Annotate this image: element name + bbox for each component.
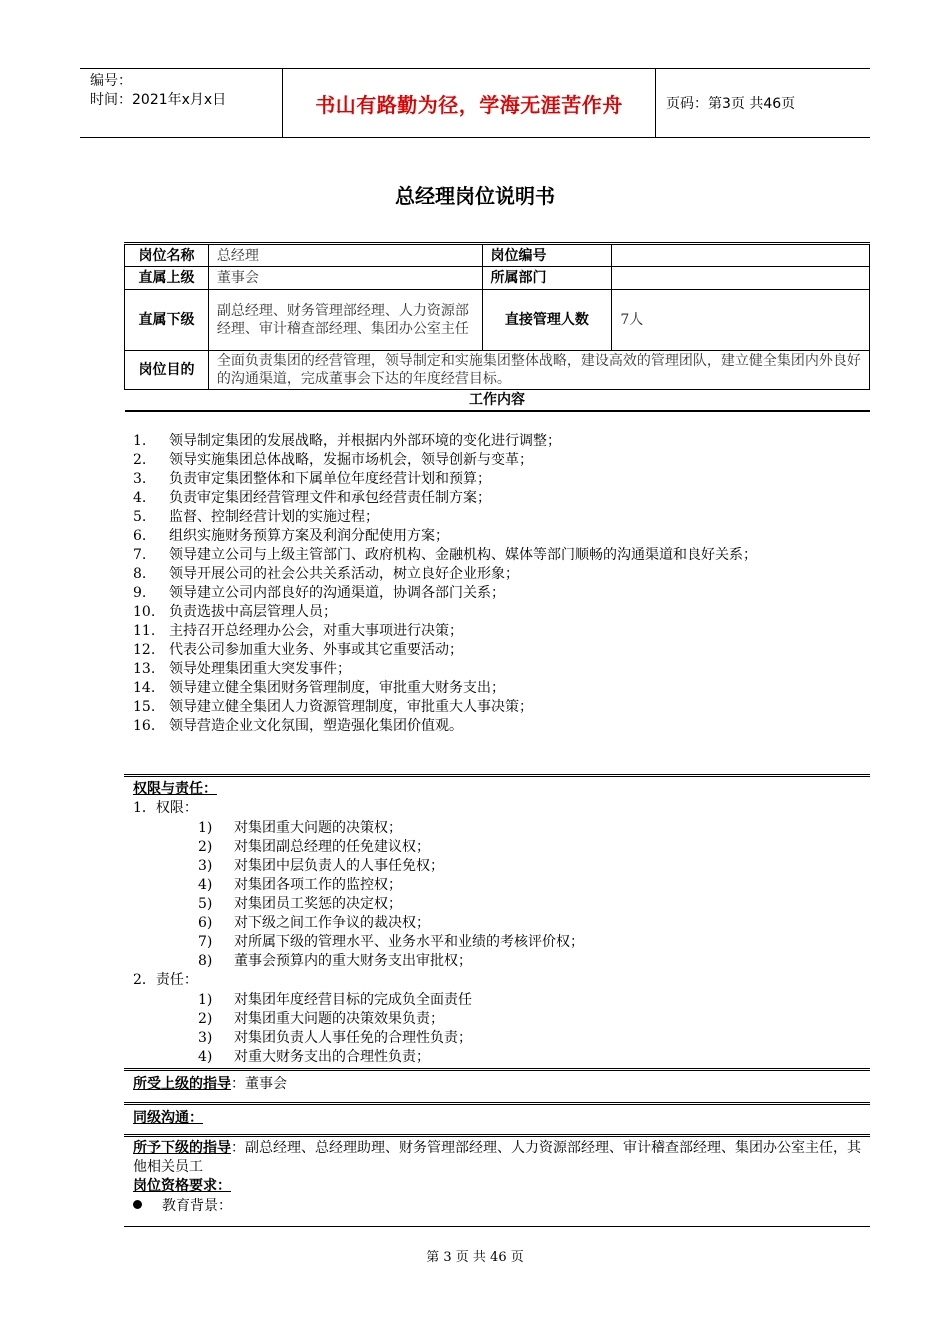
list-item-number: 13. bbox=[133, 661, 156, 677]
list-item-number: 8) bbox=[198, 953, 213, 969]
list-item-number: 8. bbox=[133, 566, 147, 582]
header-page-cell bbox=[656, 69, 870, 137]
managed-count-label: 直接管理人数 bbox=[482, 290, 612, 351]
list-item bbox=[133, 489, 868, 508]
list-item-number: 15. bbox=[133, 699, 156, 715]
list-item-number: 3. bbox=[133, 471, 147, 487]
superior-guidance-label: 所受上级的指导 bbox=[133, 1076, 231, 1092]
department-label: 所属部门 bbox=[482, 267, 612, 290]
list-item-number: 2) bbox=[198, 1011, 213, 1027]
list-item bbox=[133, 698, 868, 717]
qualification-sep: ： bbox=[217, 1178, 231, 1194]
list-item-text: 领导建立公司内部良好的沟通渠道，协调各部门关系； bbox=[169, 585, 505, 601]
list-item-text: 对集团员工奖惩的决定权； bbox=[234, 896, 402, 912]
work-content-list bbox=[133, 432, 868, 736]
list-item bbox=[133, 603, 868, 622]
list-item bbox=[133, 546, 868, 565]
peer-communication-sep: ： bbox=[189, 1110, 203, 1126]
list-item-text: 负责选拔中高层管理人员； bbox=[169, 604, 337, 620]
section-divider bbox=[124, 1134, 870, 1137]
list-item-number: 3) bbox=[198, 1030, 213, 1046]
list-item-text: 对重大财务支出的合理性负责； bbox=[234, 1049, 430, 1065]
position-name-value: 总经理 bbox=[208, 244, 482, 267]
list-item bbox=[198, 819, 858, 838]
page-title: 总经理岗位说明书 bbox=[395, 184, 555, 208]
powers-list bbox=[198, 819, 858, 971]
superior-guidance bbox=[133, 1075, 868, 1094]
duties-list bbox=[198, 991, 858, 1067]
duties-label: 2．责任： bbox=[133, 972, 198, 988]
subordinate-guidance-label: 所予下级的指导 bbox=[133, 1140, 231, 1156]
list-item-number: 4) bbox=[198, 1049, 213, 1065]
subordinate-guidance bbox=[133, 1139, 868, 1177]
list-item bbox=[133, 565, 868, 584]
list-item-number: 5. bbox=[133, 509, 147, 525]
list-item-number: 5) bbox=[198, 896, 213, 912]
list-item-text: 领导制定集团的发展战略，并根据内外部环境的变化进行调整； bbox=[169, 433, 561, 449]
header-motto-cell bbox=[282, 69, 656, 137]
department-value bbox=[612, 267, 870, 290]
list-item bbox=[198, 1010, 858, 1029]
list-item bbox=[133, 717, 868, 736]
list-item bbox=[133, 432, 868, 451]
table-row bbox=[125, 390, 870, 411]
list-item bbox=[198, 1029, 858, 1048]
subordinate-guidance-value: 副总经理、总经理助理、财务管理部经理、人力资源部经理、审计稽查部经理、集团办公室主任，其他相关员工 bbox=[133, 1140, 861, 1175]
list-item bbox=[133, 508, 868, 527]
document-date: 时间：2021年x月x日 bbox=[90, 92, 227, 108]
education-item bbox=[133, 1197, 868, 1216]
list-item-number: 7. bbox=[133, 547, 147, 563]
table-row bbox=[125, 244, 870, 267]
subordinate-guidance-sep: ： bbox=[231, 1140, 245, 1156]
authority-heading bbox=[133, 780, 868, 799]
list-item-number: 11. bbox=[133, 623, 156, 639]
list-item-number: 6. bbox=[133, 528, 147, 544]
document-number: 编号： bbox=[90, 73, 132, 89]
list-item-number: 4. bbox=[133, 490, 147, 506]
header-page-number: 页码：第3页 共46页 bbox=[666, 96, 796, 112]
list-item-text: 对所属下级的管理水平、业务水平和业绩的考核评价权； bbox=[234, 934, 584, 950]
list-item-text: 领导建立健全集团人力资源管理制度，审批重大人事决策； bbox=[169, 699, 533, 715]
list-item bbox=[198, 1048, 858, 1067]
list-item-text: 领导营造企业文化氛围，塑造强化集团价值观。 bbox=[169, 718, 463, 734]
list-item-number: 7) bbox=[198, 934, 213, 950]
list-item-number: 1) bbox=[198, 992, 213, 1008]
table-row bbox=[125, 290, 870, 351]
table-row bbox=[125, 267, 870, 290]
position-code-label: 岗位编号 bbox=[482, 244, 612, 267]
powers-label: 1．权限： bbox=[133, 800, 198, 816]
page-footer: 第 3 页 共 46 页 bbox=[426, 1250, 524, 1265]
section-divider bbox=[124, 1226, 870, 1227]
list-item bbox=[198, 838, 858, 857]
list-item-number: 10. bbox=[133, 604, 156, 620]
managed-count-value: 7人 bbox=[612, 290, 870, 351]
list-item bbox=[198, 895, 858, 914]
list-item-text: 领导处理集团重大突发事件； bbox=[169, 661, 351, 677]
list-item bbox=[198, 914, 858, 933]
list-item bbox=[198, 876, 858, 895]
motto: 书山有路勤为径，学海无涯苦作舟 bbox=[315, 92, 623, 117]
list-item bbox=[133, 679, 868, 698]
list-item-text: 对下级之间工作争议的裁决权； bbox=[234, 915, 430, 931]
list-item bbox=[133, 584, 868, 603]
list-item bbox=[133, 470, 868, 489]
purpose-label: 岗位目的 bbox=[125, 351, 209, 390]
list-item-text: 代表公司参加重大业务、外事或其它重要活动； bbox=[169, 642, 463, 658]
header-meta bbox=[80, 69, 282, 137]
list-item-number: 16. bbox=[133, 718, 156, 734]
education-label: 教育背景： bbox=[162, 1198, 232, 1214]
list-item bbox=[198, 991, 858, 1010]
list-item-text: 组织实施财务预算方案及利润分配使用方案； bbox=[169, 528, 449, 544]
superior-guidance-value: 董事会 bbox=[245, 1076, 287, 1092]
purpose-value: 全面负责集团的经营管理，领导制定和实施集团整体战略，建设高效的管理团队，建立健全集团内外良好的沟通渠道，完成董事会下达的年度经营目标。 bbox=[208, 351, 869, 390]
table-row bbox=[125, 351, 870, 390]
list-item bbox=[133, 451, 868, 470]
list-item-text: 领导实施集团总体战略，发掘市场机会，领导创新与变革； bbox=[169, 452, 533, 468]
list-item-text: 对集团重大问题的决策效果负责； bbox=[234, 1011, 444, 1027]
list-item-text: 董事会预算内的重大财务支出审批权； bbox=[234, 953, 472, 969]
list-item-number: 6) bbox=[198, 915, 213, 931]
list-item-text: 对集团中层负责人的人事任免权； bbox=[234, 858, 444, 874]
subordinate-value: 副总经理、财务管理部经理、人力资源部经理、审计稽查部经理、集团办公室主任 bbox=[208, 290, 482, 351]
list-item-text: 主持召开总经理办公会，对重大事项进行决策； bbox=[169, 623, 463, 639]
authority-heading-text: 权限与责任： bbox=[133, 781, 217, 797]
peer-communication bbox=[133, 1109, 868, 1128]
qualification bbox=[133, 1177, 868, 1196]
list-item bbox=[198, 857, 858, 876]
list-item-number: 1. bbox=[133, 433, 147, 449]
list-item-text: 对集团年度经营目标的完成负全面责任 bbox=[234, 992, 472, 1008]
list-item bbox=[133, 527, 868, 546]
peer-communication-label: 同级沟通 bbox=[133, 1110, 189, 1126]
list-item-number: 1) bbox=[198, 820, 213, 836]
list-item-text: 领导开展公司的社会公共关系活动，树立良好企业形象； bbox=[169, 566, 519, 582]
document-header bbox=[80, 68, 870, 138]
list-item-text: 对集团各项工作的监控权； bbox=[234, 877, 402, 893]
qualification-label: 岗位资格要求 bbox=[133, 1178, 217, 1194]
superior-value: 董事会 bbox=[208, 267, 482, 290]
list-item-text: 负责审定集团整体和下属单位年度经营计划和预算； bbox=[169, 471, 491, 487]
list-item-text: 对集团负责人人事任免的合理性负责； bbox=[234, 1030, 472, 1046]
bullet-icon bbox=[133, 1200, 142, 1209]
list-item-number: 3) bbox=[198, 858, 213, 874]
list-item-number: 12. bbox=[133, 642, 156, 658]
list-item-number: 14. bbox=[133, 680, 156, 696]
subordinate-label: 直属下级 bbox=[125, 290, 209, 351]
list-item bbox=[133, 622, 868, 641]
section-divider bbox=[124, 1068, 870, 1071]
list-item-number: 2) bbox=[198, 839, 213, 855]
list-item-text: 对集团副总经理的任免建议权； bbox=[234, 839, 430, 855]
list-item-number: 4) bbox=[198, 877, 213, 893]
superior-label: 直属上级 bbox=[125, 267, 209, 290]
list-item-text: 负责审定集团经营管理文件和承包经营责任制方案； bbox=[169, 490, 491, 506]
list-item-text: 对集团重大问题的决策权； bbox=[234, 820, 402, 836]
superior-guidance-sep: ： bbox=[231, 1076, 245, 1092]
list-item bbox=[133, 641, 868, 660]
list-item bbox=[198, 933, 858, 952]
list-item-text: 领导建立公司与上级主管部门、政府机构、金融机构、媒体等部门顺畅的沟通渠道和良好关系； bbox=[169, 547, 757, 563]
list-item-text: 监督、控制经营计划的实施过程； bbox=[169, 509, 379, 525]
list-item-number: 9. bbox=[133, 585, 147, 601]
list-item bbox=[198, 952, 858, 971]
work-content-header: 工作内容 bbox=[125, 390, 870, 411]
section-divider bbox=[124, 1102, 870, 1105]
list-item bbox=[133, 660, 868, 679]
position-info-table bbox=[124, 242, 870, 412]
position-name-label: 岗位名称 bbox=[125, 244, 209, 267]
section-divider bbox=[124, 774, 870, 777]
position-code-value bbox=[612, 244, 870, 267]
list-item-text: 领导建立健全集团财务管理制度，审批重大财务支出； bbox=[169, 680, 505, 696]
list-item-number: 2. bbox=[133, 452, 147, 468]
